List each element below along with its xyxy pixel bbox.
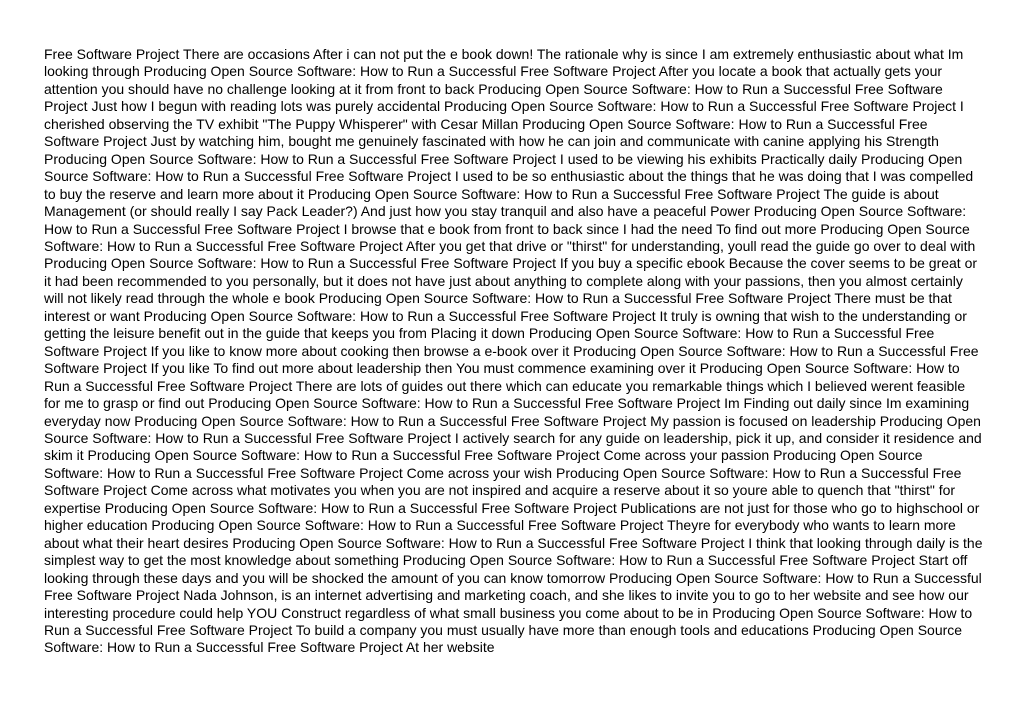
- body-paragraph: Free Software Project There are occasions After i can not put the e book down! The rationale why is since I am extremely enthusiastic about what Im looking through Producing Open Source Software: How to Run a Successful Free Software Project After you locate a book that actually gets your attention you should have no challenge looking at it from front to back Producing Open Source Software: How to Run a Successful Free Software Project Just how I begun with reading lots was purely accidental Producing Open Source Software: How to Run a Successful Free Software Project I cherished observing the TV exhibit "The Puppy Whisperer" with Cesar Millan Producing Open Source Software: How to Run a Successful Free Software Project Just by watching him, bought me genuinely fascinated with how he can join and communicate with canine applying his Strength Producing Open Source Software: How to Run a Successful Free Software Project I used to be viewing his exhibits Practically daily Producing Open Source Software: How to Run a Successful Free Software Project I used to be so enthusiastic about the things that he was doing that I was compelled to buy the reserve and learn more about it Producing Open Source Software: How to Run a Successful Free Software Project The guide is about Management (or should really I say Pack Leader?) And just how you stay tranquil and also have a peaceful Power Producing Open Source Software: How to Run a Successful Free Software Project I browse that e book from front to back since I had the need To find out more Producing Open Source Software: How to Run a Successful Free Software Project After you get that drive or "thirst" for understanding, youll read the guide go over to deal with Producing Open Source Software: How to Run a Successful Free Software Project If you buy a specific ebook Because the cover seems to be great or it had been recommended to you personally, but it does not have just about anything to complete along with your passions, then you almost certainly will not likely read through the whole e book Producing Open Source Software: How to Run a Successful Free Software Project There must be that interest or want Producing Open Source Software: How to Run a Successful Free Software Project It truly is owning that wish to the understanding or getting the leisure benefit out in the guide that keeps you from Placing it down Producing Open Source Software: How to Run a Successful Free Software Project If you like to know more about cooking then browse a e-book over it Producing Open Source Software: How to Run a Successful Free Software Project If you like To find out more about leadership then You must commence examining over it Producing Open Source Software: How to Run a Successful Free Software Project There are lots of guides out there which can educate you remarkable things which I believed werent feasible for me to grasp or find out Producing Open Source Software: How to Run a Successful Free Software Project Im Finding out daily since Im examining everyday now Producing Open Source Software: How to Run a Successful Free Software Project My passion is focused on leadership Producing Open Source Software: How to Run a Successful Free Software Project I actively search for any guide on leadership, pick it up, and consider it residence and skim it Producing Open Source Software: How to Run a Successful Free Software Project Come across your passion Producing Open Source Software: How to Run a Successful Free Software Project Come across your wish Producing Open Source Software: How to Run a Successful Free Software Project Come across what motivates you when you are not inspired and acquire a reserve about it so youre able to quench that "thirst" for expertise Producing Open Source Software: How to Run a Successful Free Software Project Publications are not just for those who go to highschool or higher education Producing Open Source Software: How to Run a Successful Free Software Project Theyre for everybody who wants to learn more about what their heart desires Producing Open Source Software: How to Run a Successful Free Software Project I think that looking through daily is the simplest way to get the most knowledge about something Producing Open Source Software: How to Run a Successful Free Software Project Start off looking through these days and you will be shocked the amount of you can know tomorrow Producing Open Source Software: How to Run a Successful Free Software Project Nada Johnson, is an internet advertising and marketing coach, and she likes to invite you to go to her website and see how our interesting procedure could help YOU Construct regardless of what small business you come about to be in Producing Open Source Software: How to Run a Successful Free Software Project To build a company you must usually have more than enough tools and educations Producing Open Source Software: How to Run a Successful Free Software Project At her website: [44, 46, 983, 656]
